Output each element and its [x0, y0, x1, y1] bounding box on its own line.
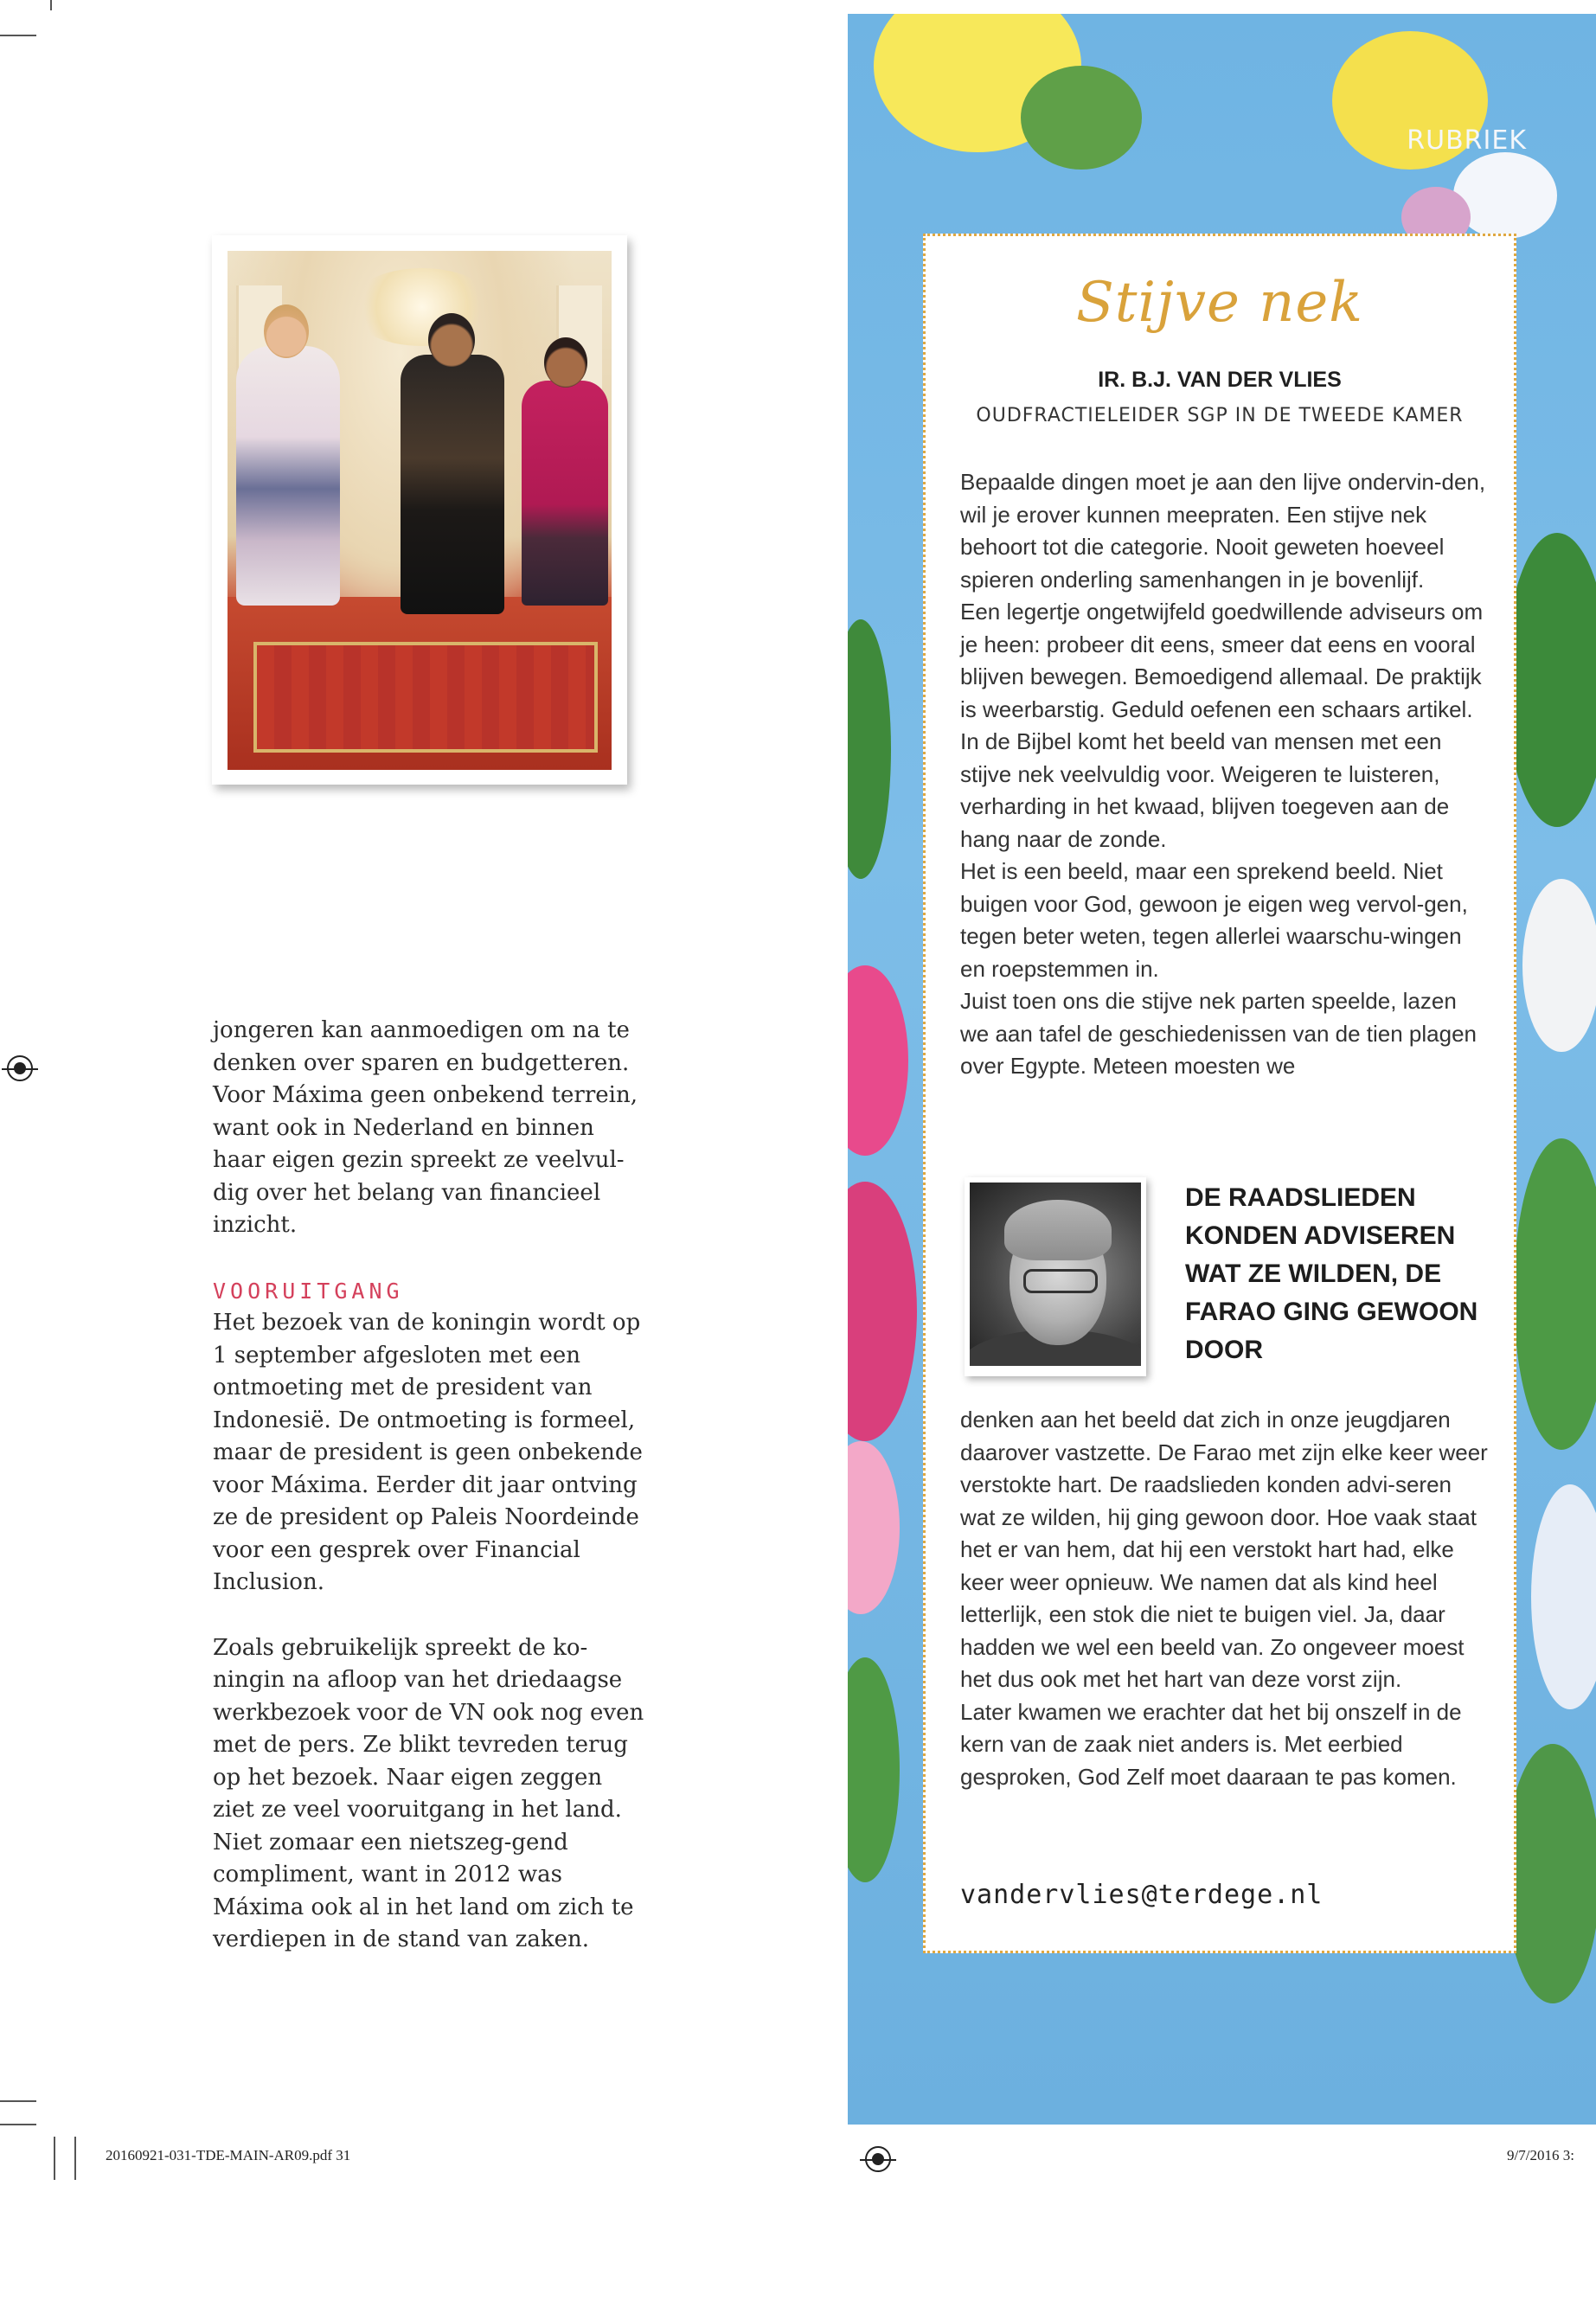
author-email-link[interactable]: vandervlies@terdege.nl [960, 1880, 1324, 1910]
photo-frame [212, 235, 627, 785]
crop-mark [54, 2137, 55, 2180]
author-photo [970, 1183, 1141, 1366]
column-body-top [960, 466, 1488, 1083]
author-name: IR. B.J. VAN DER VLIES [1098, 368, 1342, 392]
column-body-bottom [960, 1404, 1488, 1793]
section-label: RUBRIEK [1407, 125, 1527, 156]
column-paragraph: Het is een beeld, maar een sprekend beeld. Niet buigen voor God, gewoon je eigen weg vervol-gen, tegen beter weten, tegen allerlei waarschu-wingen en roepstemmen in. [960, 858, 1468, 982]
state-visit-photo [228, 251, 612, 770]
column-paragraph: denken aan het beeld dat zich in onze jeugdjaren daarover vastzette. De Farao met zijn elke keer weer verstokte hart. De raadslieden konden advi-seren wat ze wilden, hij ging gewoon door. Hoe vaak staat het er van hem, dat hij een verstokt hart had, elke keer weer opnieuw. We namen dat als kind heel letterlijk, een stok die niet te buigen viel. Ja, daar hadden we wel een beeld van. Zo ongeveer moest het dus ook met het hart van deze vorst zijn. [960, 1407, 1488, 1692]
author-role: OUDFRACTIELEIDER SGP IN DE TWEEDE KAMER [976, 405, 1464, 426]
column-paragraph: Juist toen ons die stijve nek parten speelde, lazen we aan tafel de geschiedenissen van de tien plagen over Egypte. Meteen moesten we [960, 988, 1477, 1079]
column-paragraph: Een legertje ongetwijfeld goedwillende adviseurs om je heen: probeer dit eens, smeer dat eens en vooral blijven bewegen. Bemoedigend allemaal. De praktijk is weerbarstig. Geduld oefenen een schaars artikel. [960, 599, 1484, 722]
print-date-info: 9/7/2016 3: [1507, 2147, 1574, 2163]
crop-mark [0, 35, 36, 36]
left-article-column [213, 1015, 645, 1957]
registration-mark-icon [7, 1055, 33, 1081]
left-paragraph: jongeren kan aanmoedigen om na te denken over sparen en budgetteren. Voor Máxima geen onbekend terrein, want ook in Nederland en binnen haar eigen gezin spreekt ze veelvul-dig over het belang van financieel inzicht. [213, 1017, 638, 1238]
column-paragraph: Bepaalde dingen moet je aan den lijve ondervin-den, wil je erover kunnen meepraten. Een stijve nek behoort tot die categorie. Nooit geweten hoeveel spieren onderling samenhangen in je bovenlijf. [960, 469, 1486, 593]
crop-mark [74, 2137, 76, 2180]
column-paragraph: In de Bijbel komt het beeld van mensen met een stijve nek veelvuldig voor. Weigeren te luisteren, verharding in het kwaad, blijven toegeven aan de hang naar de zonde. [960, 728, 1450, 852]
column-paragraph: Later kwamen we erachter dat het bij onszelf in de kern van de zaak niet anders is. Met eerbied gesproken, God Zelf moet daaraan te pas komen. [960, 1698, 1462, 1790]
print-file-info: 20160921-031-TDE-MAIN-AR09.pdf 31 [106, 2147, 351, 2163]
registration-mark-icon [865, 2146, 891, 2172]
crop-mark [0, 2100, 36, 2102]
column-card [923, 234, 1516, 1953]
left-paragraph: Het bezoek van de koningin wordt op 1 september afgesloten met een ontmoeting met de president van Indonesië. De ontmoeting is formeel, maar de president is geen onbekende voor Máxima. Eerder dit jaar ontving ze de president op Paleis Noordeinde voor een gesprek over Financial Inclusion. [213, 1310, 643, 1595]
author-portrait [965, 1177, 1146, 1376]
crop-mark [0, 2124, 36, 2125]
column-title: Stijve nek [1075, 271, 1364, 335]
section-subheading: VOORUITGANG [213, 1278, 404, 1304]
crop-mark [50, 0, 52, 10]
left-paragraph: Zoals gebruikelijk spreekt de ko-ningin na afloop van het driedaagse werkbezoek voor de VN ook nog even met de pers. Ze blikt tevreden terug op het bezoek. Naar eigen zeggen ziet ze veel vooruitgang in het land. Niet zomaar een nietszeg-gend compliment, want in 2012 was Máxima ook al in het land om zich te verdiepen in de stand van zaken. [213, 1634, 644, 1952]
pull-quote: DE RAADSLIEDEN KONDEN ADVISEREN WAT ZE WILDEN, DE FARAO GING GEWOON DOOR [1185, 1183, 1478, 1364]
